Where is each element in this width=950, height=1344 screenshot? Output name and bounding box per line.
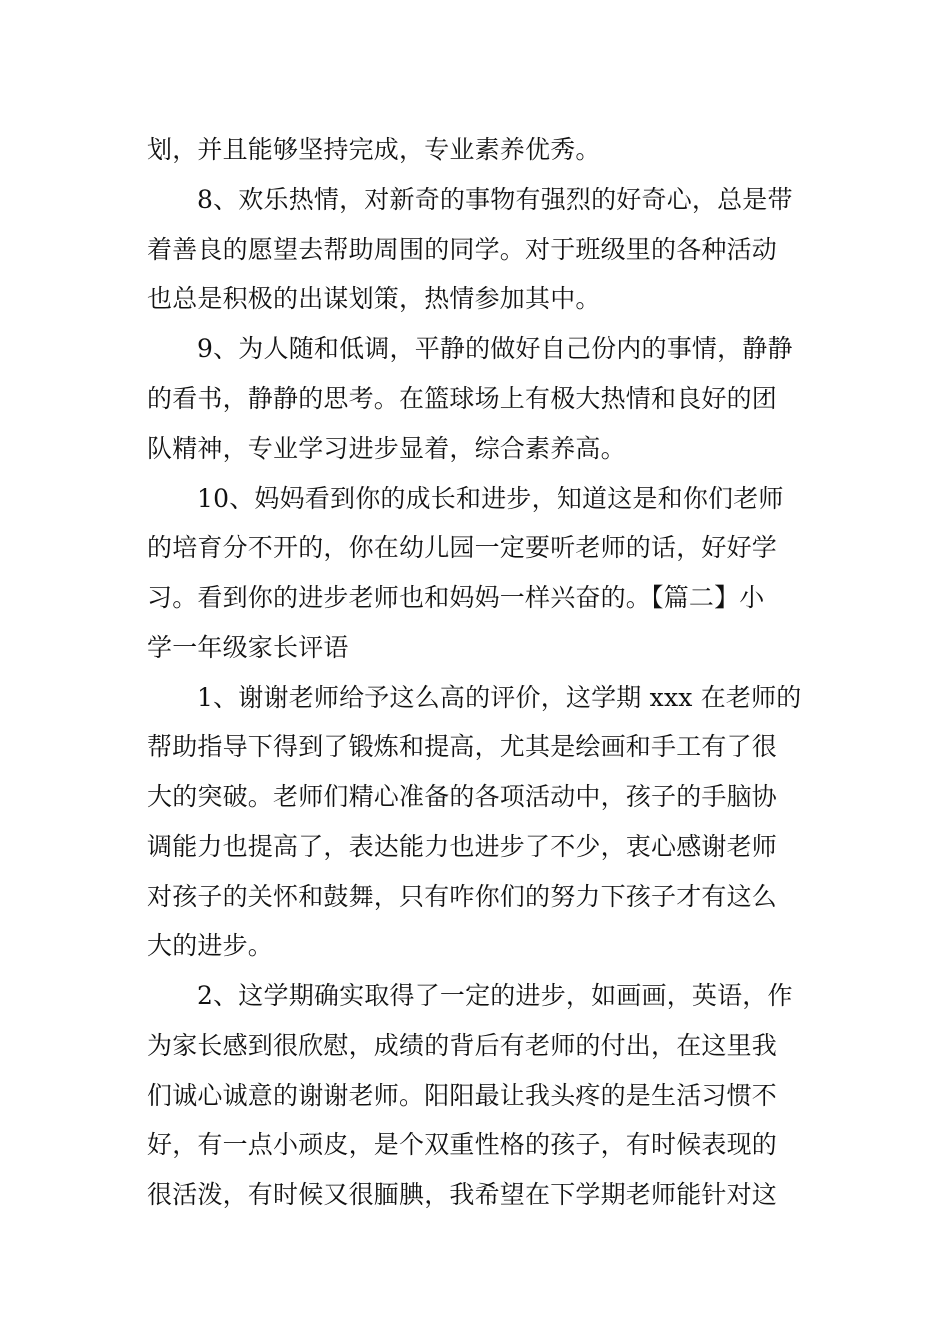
text-line: 8、欢乐热情，对新奇的事物有强烈的好奇心，总是带 [197,185,793,214]
text-line: 的看书，静静的思考。在篮球场上有极大热情和良好的团 [147,384,778,413]
text-line: 好，有一点小顽皮，是个双重性格的孩子，有时候表现的 [147,1130,778,1159]
text-line: 10、妈妈看到你的成长和进步，知道这是和你们老师 [197,484,784,513]
text-line: 划，并且能够坚持完成，专业素养优秀。 [147,135,601,164]
text-line: 的培育分不开的，你在幼儿园一定要听老师的话，好好学 [147,533,778,562]
text-line: 为家长感到很欣慰，成绩的背后有老师的付出，在这里我 [147,1031,778,1060]
text-line: 学一年级家长评语 [147,633,349,662]
text-line: 2、这学期确实取得了一定的进步，如画画，英语，作 [197,981,793,1010]
text-line: 帮助指导下得到了锻炼和提高，尤其是绘画和手工有了很 [147,732,778,761]
text-line: 大的进步。 [147,931,274,960]
text-line: 们诚心诚意的谢谢老师。阳阳最让我头疼的是生活习惯不 [147,1081,778,1110]
text-line: 很活泼，有时候又很腼腆，我希望在下学期老师能针对这 [147,1180,778,1209]
text-line: 着善良的愿望去帮助周围的同学。对于班级里的各种活动 [147,235,778,264]
text-line: 9、为人随和低调，平静的做好自己份内的事情，静静 [197,334,793,363]
text-line: 队精神，专业学习进步显着，综合素养高。 [147,434,626,463]
text-line: 也总是积极的出谋划策，热情参加其中。 [147,284,601,313]
text-line: 对孩子的关怀和鼓舞，只有咋你们的努力下孩子才有这么 [147,882,778,911]
text-line: 习。看到你的进步老师也和妈妈一样兴奋的。【篇二】小 [147,583,765,612]
text-line: 大的突破。老师们精心准备的各项活动中，孩子的手脑协 [147,782,778,811]
text-line: 1、谢谢老师给予这么高的评价，这学期 xxx 在老师的 [197,683,802,712]
text-line: 调能力也提高了，表达能力也进步了不少，衷心感谢老师 [147,832,778,861]
